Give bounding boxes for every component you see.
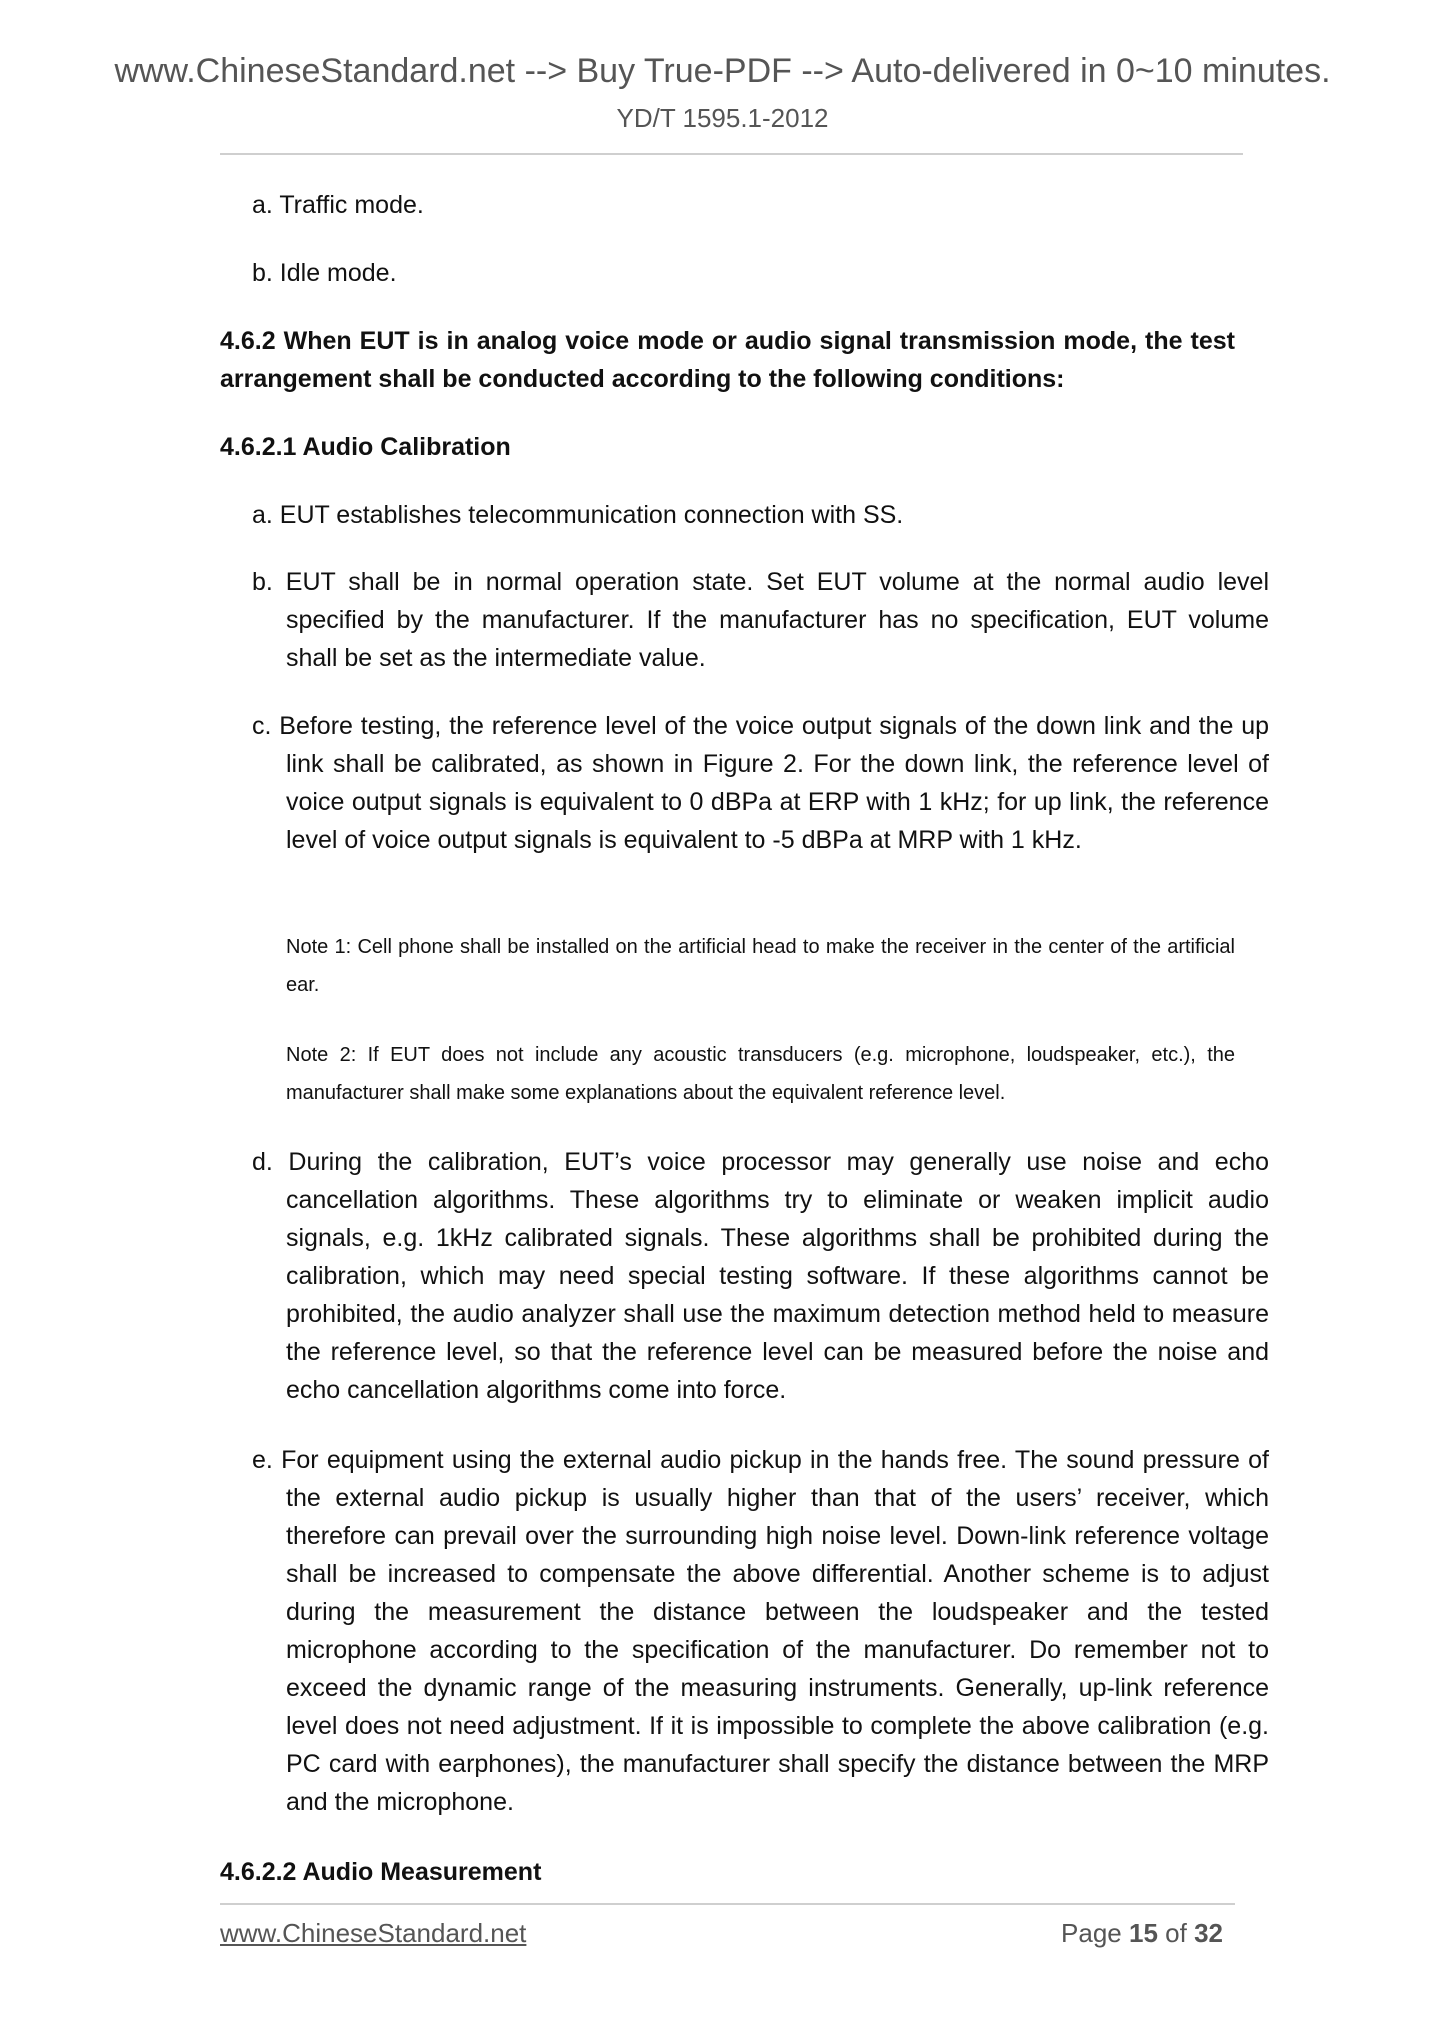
clause-4-6-2: 4.6.2 When EUT is in analog voice mode or audio signal transmission mode, the test arrangement shall be conducted according to the following conditions:: [220, 327, 1235, 393]
page-word: Page: [1061, 1918, 1122, 1948]
document-body: [220, 0, 1269, 1900]
calibration-item-d: d. During the calibration, EUT’s voice processor may generally use noise and echo cancellation algorithms. These algorithms try to eliminate or weaken implicit audio signals, e.g. 1kHz calibrated signals. These algorithms shall be prohibited during the calibration, which may need special testing software. If these algorithms cannot be prohibited, the audio analyzer shall use the maximum detection method held to measure the reference level, so that the reference level can be measured before the noise and echo cancellation algorithms come into force.: [252, 1148, 1269, 1404]
page-total: 32: [1194, 1918, 1223, 1948]
page-of: of: [1165, 1918, 1187, 1948]
footer-site-link[interactable]: www.ChineseStandard.net: [220, 1918, 527, 1948]
note-1: Note 1: Cell phone shall be installed on the artificial head to make the receiver in the center of the artificial ear.: [286, 936, 1235, 996]
header-banner: www.ChineseStandard.net --> Buy True-PDF --> Auto-delivered in 0~10 minutes.: [114, 52, 1331, 90]
calibration-item-c: c. Before testing, the reference level of the voice output signals of the down link and the up link shall be calibrated, as shown in Figure 2. For the down link, the reference level of voice output signals is equivalent to 0 dBPa at ERP with 1 kHz; for up link, the reference level of voice output signals is equivalent to -5 dBPa at MRP with 1 kHz.: [252, 712, 1269, 854]
clause-4-6-2-1-heading: 4.6.2.1 Audio Calibration: [220, 433, 511, 461]
list-item-idle-mode: b. Idle mode.: [252, 259, 397, 287]
clause-4-6-2-2-heading: 4.6.2.2 Audio Measurement: [220, 1858, 542, 1886]
standard-code: YD/T 1595.1-2012: [616, 103, 829, 133]
calibration-item-a: a. EUT establishes telecommunication connection with SS.: [252, 501, 904, 529]
page-current: 15: [1129, 1918, 1158, 1948]
calibration-item-b: b. EUT shall be in normal operation state. Set EUT volume at the normal audio level specified by the manufacturer. If the manufacturer has no specification, EUT volume shall be set as the intermediate value.: [252, 568, 1269, 672]
page-number: [1061, 1918, 1223, 1949]
note-2: Note 2: If EUT does not include any acoustic transducers (e.g. microphone, loudspeaker, etc.), the manufacturer shall make some explanations about the equivalent reference level.: [286, 1044, 1235, 1104]
calibration-item-e: e. For equipment using the external audio pickup in the hands free. The sound pressure of the external audio pickup is usually higher than that of the users’ receiver, which therefore can prevail over the surrounding high noise level. Down-link reference voltage shall be increased to compensate the above differential. Another scheme is to adjust during the measurement the distance between the loudspeaker and the tested microphone according to the specification of the manufacturer. Do remember not to exceed the dynamic range of the measuring instruments. Generally, up-link reference level does not need adjustment. If it is impossible to complete the above calibration (e.g. PC card with earphones), the manufacturer shall specify the distance between the MRP and the microphone.: [252, 1446, 1269, 1816]
list-item-traffic-mode: a. Traffic mode.: [252, 191, 424, 219]
footer-divider: [220, 1903, 1235, 1905]
